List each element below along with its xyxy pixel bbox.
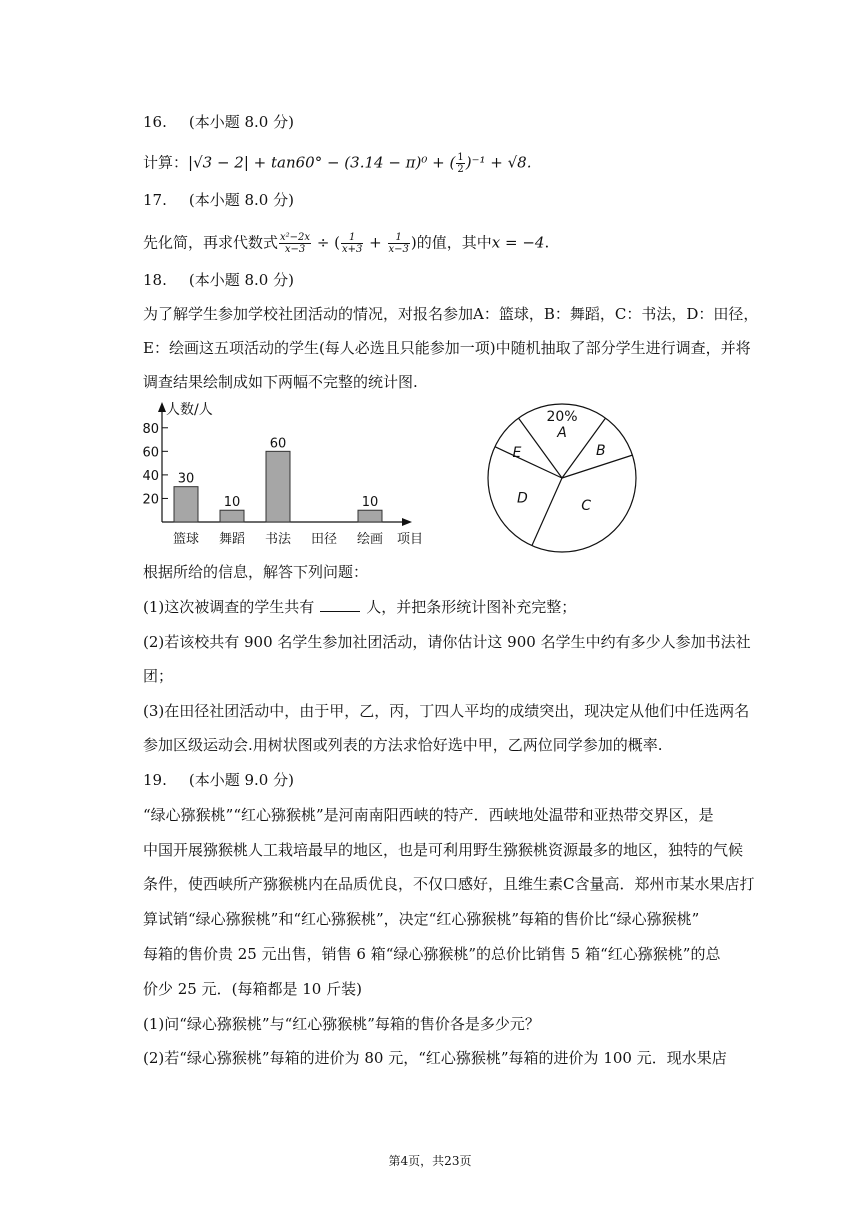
- bar-data-label: 30: [177, 471, 195, 487]
- bar-category-label: 篮球: [172, 532, 200, 547]
- bar-data-label: 10: [223, 495, 241, 511]
- bar-category-label: 舞蹈: [218, 532, 246, 547]
- bar: [174, 487, 198, 522]
- q19-points: (本小题 9.0 分): [188, 771, 294, 789]
- q19-number: 19.: [143, 771, 167, 789]
- q17-f3-den: x−3: [388, 244, 409, 255]
- q16-frac-num: 1: [457, 152, 464, 163]
- q17-fraction-1: [279, 232, 311, 255]
- q17-divide: ÷ (: [312, 233, 341, 252]
- q17-fraction-2: [341, 232, 363, 255]
- bar-ytick-label: 80: [142, 421, 159, 437]
- pie-slice-label: E: [512, 445, 522, 461]
- q17-f3-num: 1: [388, 232, 410, 244]
- q18-para-3: 调查结果绘制成如下两幅不完整的统计图.: [143, 373, 418, 391]
- q18-sub-1: [143, 597, 576, 617]
- q18-after-text: 根据所给的信息，解答下列问题：: [143, 563, 369, 581]
- bar-ytick-label: 60: [142, 445, 159, 461]
- q19-header: [143, 770, 294, 790]
- pie-slice-label: D: [517, 490, 528, 507]
- q16-fraction: [456, 152, 464, 175]
- q16-frac-den: 2: [457, 164, 464, 175]
- pie-slice-label: B: [596, 442, 606, 459]
- q17-header: [143, 190, 294, 210]
- q17-end: .: [544, 233, 550, 252]
- bar-xlabel: 项目: [396, 532, 424, 547]
- q19-line-4: 算试销“绿心猕猴桃”和“红心猕猴桃”，决定“红心猕猴桃”每箱的售价比“绿心猕猴桃”: [143, 910, 700, 928]
- q18-sub-1-b: 人，并把条形统计图补充完整；: [366, 598, 577, 616]
- q19-sub-1: (1)问“绿心猕猴桃”与“红心猕猴桃”每箱的售价各是多少元？: [143, 1015, 540, 1033]
- bar-data-label: 60: [269, 436, 287, 452]
- bar: [220, 510, 244, 522]
- q17-f1-num: x²−2x: [280, 232, 311, 243]
- q17-body: [143, 232, 549, 255]
- q18-sub-2-a: (2)若该校共有 900 名学生参加社团活动，请你估计这 900 名学生中约有多少人参加书法社: [143, 633, 751, 651]
- bar-ylabel: 人数/人: [166, 402, 213, 418]
- q19-line-6: 价少 25 元．(每箱都是 10 斤装): [143, 980, 362, 998]
- bar-chart: [140, 398, 440, 558]
- bar-ytick-label: 20: [142, 492, 159, 508]
- q17-number: 17.: [143, 191, 167, 209]
- q19-sub-2: (2)若“绿心猕猴桃”每箱的进价为 80 元，“红心猕猴桃”每箱的进价为 100 元．现水果店: [143, 1049, 727, 1067]
- q18-header: [143, 270, 294, 290]
- q19-line-2: 中国开展猕猴桃人工栽培最早的地区，也是可利用野生猕猴桃资源最多的地区，独特的气候: [143, 841, 744, 859]
- q16-body: [143, 152, 531, 175]
- q19-line-3: 条件，使西峡所产猕猴桃内在品质优良，不仅口感好，且维生素C含量高．郑州市某水果店打: [143, 875, 755, 893]
- q16-number: 16.: [143, 113, 167, 131]
- q16-expression-tail: )⁻¹ + √8.: [465, 153, 532, 172]
- q17-fraction-3: [388, 232, 410, 255]
- q16-points: (本小题 8.0 分): [188, 113, 294, 131]
- bar-ytick-label: 40: [142, 468, 159, 484]
- pie-percent-label: 20%: [546, 409, 578, 425]
- q17-suffix: )的值，其中: [410, 233, 492, 252]
- q18-sub-2-b: 团；: [143, 667, 174, 685]
- q17-f2-num: 1: [341, 232, 363, 244]
- bar-category-label: 书法: [264, 532, 292, 547]
- q17-f2-den: x+3: [342, 244, 363, 255]
- bar-category-label: 田径: [310, 532, 338, 547]
- bar-data-label: 10: [361, 495, 379, 511]
- q18-para-1: 为了解学生参加学校社团活动的情况，对报名参加A：篮球，B：舞蹈，C：书法，D：田径，: [143, 305, 759, 323]
- pie-slice-label: A: [557, 425, 567, 441]
- q17-prefix: 先化简，再求代数式: [143, 233, 279, 252]
- bar-x-arrow: [402, 518, 412, 526]
- q18-para-2: E：绘画这五项活动的学生(每人必选且只能参加一项)中随机抽取了部分学生进行调查，并将: [143, 339, 751, 357]
- bar-y-arrow: [158, 402, 166, 412]
- q18-answer-blank[interactable]: [320, 597, 360, 612]
- page-footer: 第4页，共23页: [388, 1154, 472, 1168]
- pie-slice-label: C: [581, 497, 591, 514]
- pie-chart: [480, 392, 650, 562]
- q16-header: [143, 112, 294, 132]
- q18-sub-1-a: (1)这次被调查的学生共有: [143, 598, 315, 616]
- q18-sub-3-a: (3)在田径社团活动中，由于甲，乙，丙，丁四人平均的成绩突出，现决定从他们中任选两名: [143, 702, 750, 720]
- q18-sub-3-b: 参加区级运动会.用树状图或列表的方法求恰好选中甲，乙两位同学参加的概率.: [143, 736, 663, 754]
- q18-number: 18.: [143, 271, 167, 289]
- bar-chart-group: [142, 401, 423, 547]
- bar-category-label: 绘画: [356, 532, 384, 547]
- q17-f1-den: x−3: [284, 244, 306, 255]
- q19-line-1: “绿心猕猴桃”“红心猕猴桃”是河南南阳西峡的特产．西峡地处温带和亚热带交界区，是: [143, 806, 714, 824]
- bar: [266, 451, 290, 522]
- q16-expression: |√3 − 2| + tan60° − (3.14 − π)⁰ + (: [188, 153, 456, 172]
- q17-points: (本小题 8.0 分): [188, 191, 294, 209]
- q17-variable: x = −4: [491, 233, 545, 252]
- q18-points: (本小题 8.0 分): [188, 271, 294, 289]
- q17-plus: +: [364, 233, 387, 252]
- pie-chart-group: [488, 404, 636, 552]
- q19-line-5: 每箱的售价贵 25 元出售，销售 6 箱“绿心猕猴桃”的总价比销售 5 箱“红心猕猴桃”的总: [143, 945, 721, 963]
- bar: [358, 510, 382, 522]
- q16-prefix: 计算：: [143, 153, 189, 172]
